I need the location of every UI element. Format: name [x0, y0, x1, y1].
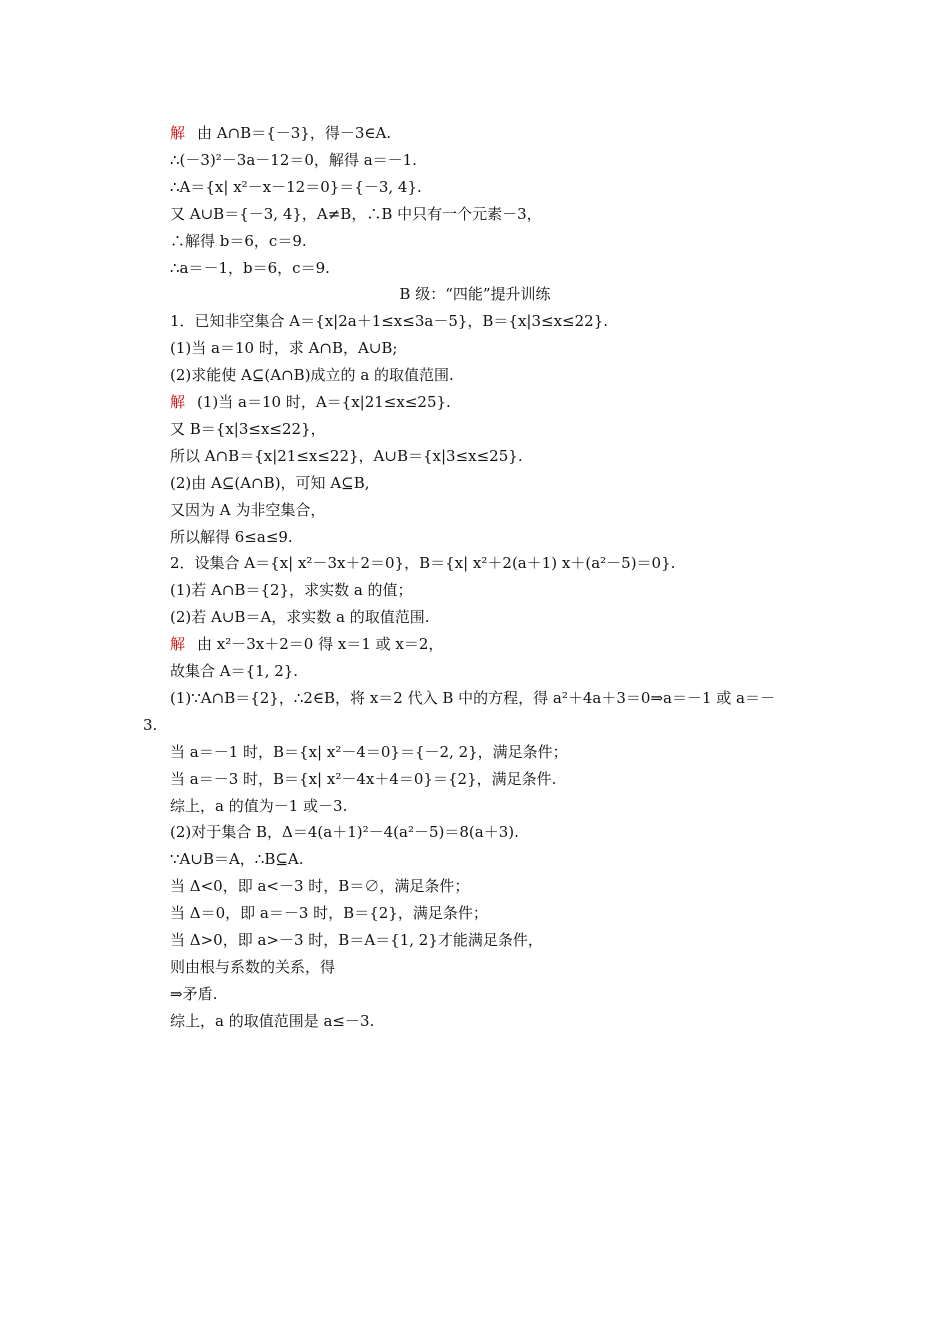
- line-text: ∴(－3)²－3a－12＝0，解得 a＝－1.: [170, 150, 417, 169]
- text-line: [170, 688, 775, 708]
- text-line: [170, 957, 335, 977]
- line-text: (2)若 A∪B＝A，求实数 a 的取值范围.: [170, 608, 430, 627]
- text-line: [170, 123, 391, 143]
- text-line: [170, 580, 413, 600]
- line-text: (1)若 A∩B＝{2}，求实数 a 的值；: [170, 581, 413, 600]
- line-text: 综上，a 的取值范围是 a≤－3.: [170, 1011, 375, 1030]
- line-text: ⇒矛盾.: [170, 984, 218, 1003]
- line-text: ∴A＝{x| x²－x－12＝0}＝{－3, 4}.: [170, 177, 422, 196]
- line-text: 又 A∪B＝{－3, 4}，A≠B，∴B 中只有一个元素－3，: [170, 204, 542, 223]
- line-text: 又 B＝{x|3≤x≤22}，: [170, 419, 326, 438]
- line-text: 则由根与系数的关系，得: [170, 957, 336, 976]
- line-text: (2)对于集合 B，Δ＝4(a＋1)²－4(a²－5)＝8(a＋3).: [170, 823, 519, 842]
- line-text: (1)当 a＝10 时，A＝{x|21≤x≤25}.: [197, 393, 451, 411]
- text-line: [170, 634, 443, 654]
- text-line: [170, 742, 568, 762]
- line-text: 又因为 A 为非空集合，: [170, 500, 326, 519]
- line-text: 综上，a 的值为－1 或－3.: [170, 796, 348, 815]
- text-line: [170, 984, 217, 1004]
- line-text: ∴解得 b＝6，c＝9.: [170, 231, 307, 250]
- text-line: [170, 903, 488, 923]
- text-line: [170, 258, 330, 278]
- text-line: [170, 930, 543, 950]
- text-line: [170, 553, 675, 573]
- solution-marker: 解: [170, 393, 186, 411]
- solution-marker: 解: [170, 635, 186, 654]
- text-line: [170, 473, 370, 493]
- text-line: [170, 338, 397, 358]
- line-text: ∴a＝－1，b＝6，c＝9.: [170, 258, 330, 277]
- text-line: [170, 446, 523, 466]
- text-line: [170, 607, 430, 627]
- text-line: [170, 849, 304, 869]
- text-line: [170, 392, 451, 412]
- text-line: [170, 311, 608, 331]
- text-line: [170, 204, 542, 224]
- line-text: 故集合 A＝{1, 2}.: [170, 662, 299, 680]
- line-text: 当 Δ<0，即 a<－3 时，B＝∅，满足条件；: [170, 877, 470, 896]
- text-line: [170, 177, 422, 197]
- line-text: 所以解得 6≤a≤9.: [170, 527, 293, 546]
- line-text: 当 a＝－3 时，B＝{x| x²－4x＋4＝0}＝{2}，满足条件.: [170, 769, 557, 788]
- text-line: [170, 1011, 374, 1031]
- line-text: 当 Δ＝0，即 a＝－3 时，B＝{2}，满足条件；: [170, 904, 488, 923]
- line-text: 2．设集合 A＝{x| x²－3x＋2＝0}，B＝{x| x²＋2(a＋1) x＋(a²－5)＝0}.: [170, 554, 676, 573]
- line-text: (2)求能使 A⊆(A∩B)成立的 a 的取值范围.: [170, 366, 454, 385]
- text-line: [170, 500, 325, 520]
- text-line: [170, 419, 326, 439]
- line-text: 由 x²－3x＋2＝0 得 x＝1 或 x＝2，: [197, 635, 444, 654]
- text-line: [170, 231, 307, 251]
- text-line: [170, 876, 469, 896]
- section-heading: [0, 284, 950, 304]
- line-text: 由 A∩B＝{－3}，得－3∈A.: [197, 124, 392, 142]
- text-line: [170, 365, 454, 385]
- text-line: [170, 822, 519, 842]
- solution-marker: 解: [170, 124, 186, 142]
- text-line: [170, 661, 298, 681]
- text-line: [170, 769, 556, 789]
- text-line: [143, 715, 157, 735]
- line-text: ∵A∪B＝A，∴B⊆A.: [170, 850, 304, 869]
- text-line: [170, 527, 293, 547]
- line-text: (2)由 A⊆(A∩B)，可知 A⊆B,: [170, 473, 370, 492]
- line-text: (1)当 a＝10 时，求 A∩B，A∪B;: [170, 339, 398, 358]
- line-text: 1．已知非空集合 A＝{x|2a＋1≤x≤3a－5}，B＝{x|3≤x≤22}.: [170, 312, 609, 331]
- line-text: 当 a＝－1 时，B＝{x| x²－4＝0}＝{－2, 2}，满足条件；: [170, 742, 568, 761]
- line-text: (1)∵A∩B＝{2}，∴2∈B，将 x＝2 代入 B 中的方程，得 a²＋4a＋3＝0⇒a＝－1 或 a＝－: [170, 688, 775, 707]
- text-line: [170, 796, 347, 816]
- line-text: 当 Δ>0，即 a>－3 时，B＝A＝{1, 2}才能满足条件，: [170, 931, 543, 949]
- text-line: [170, 150, 417, 170]
- line-text: B 级：“四能”提升训练: [399, 285, 551, 304]
- line-text: 3.: [143, 715, 158, 734]
- line-text: 所以 A∩B＝{x|21≤x≤22}，A∪B＝{x|3≤x≤25}.: [170, 446, 523, 465]
